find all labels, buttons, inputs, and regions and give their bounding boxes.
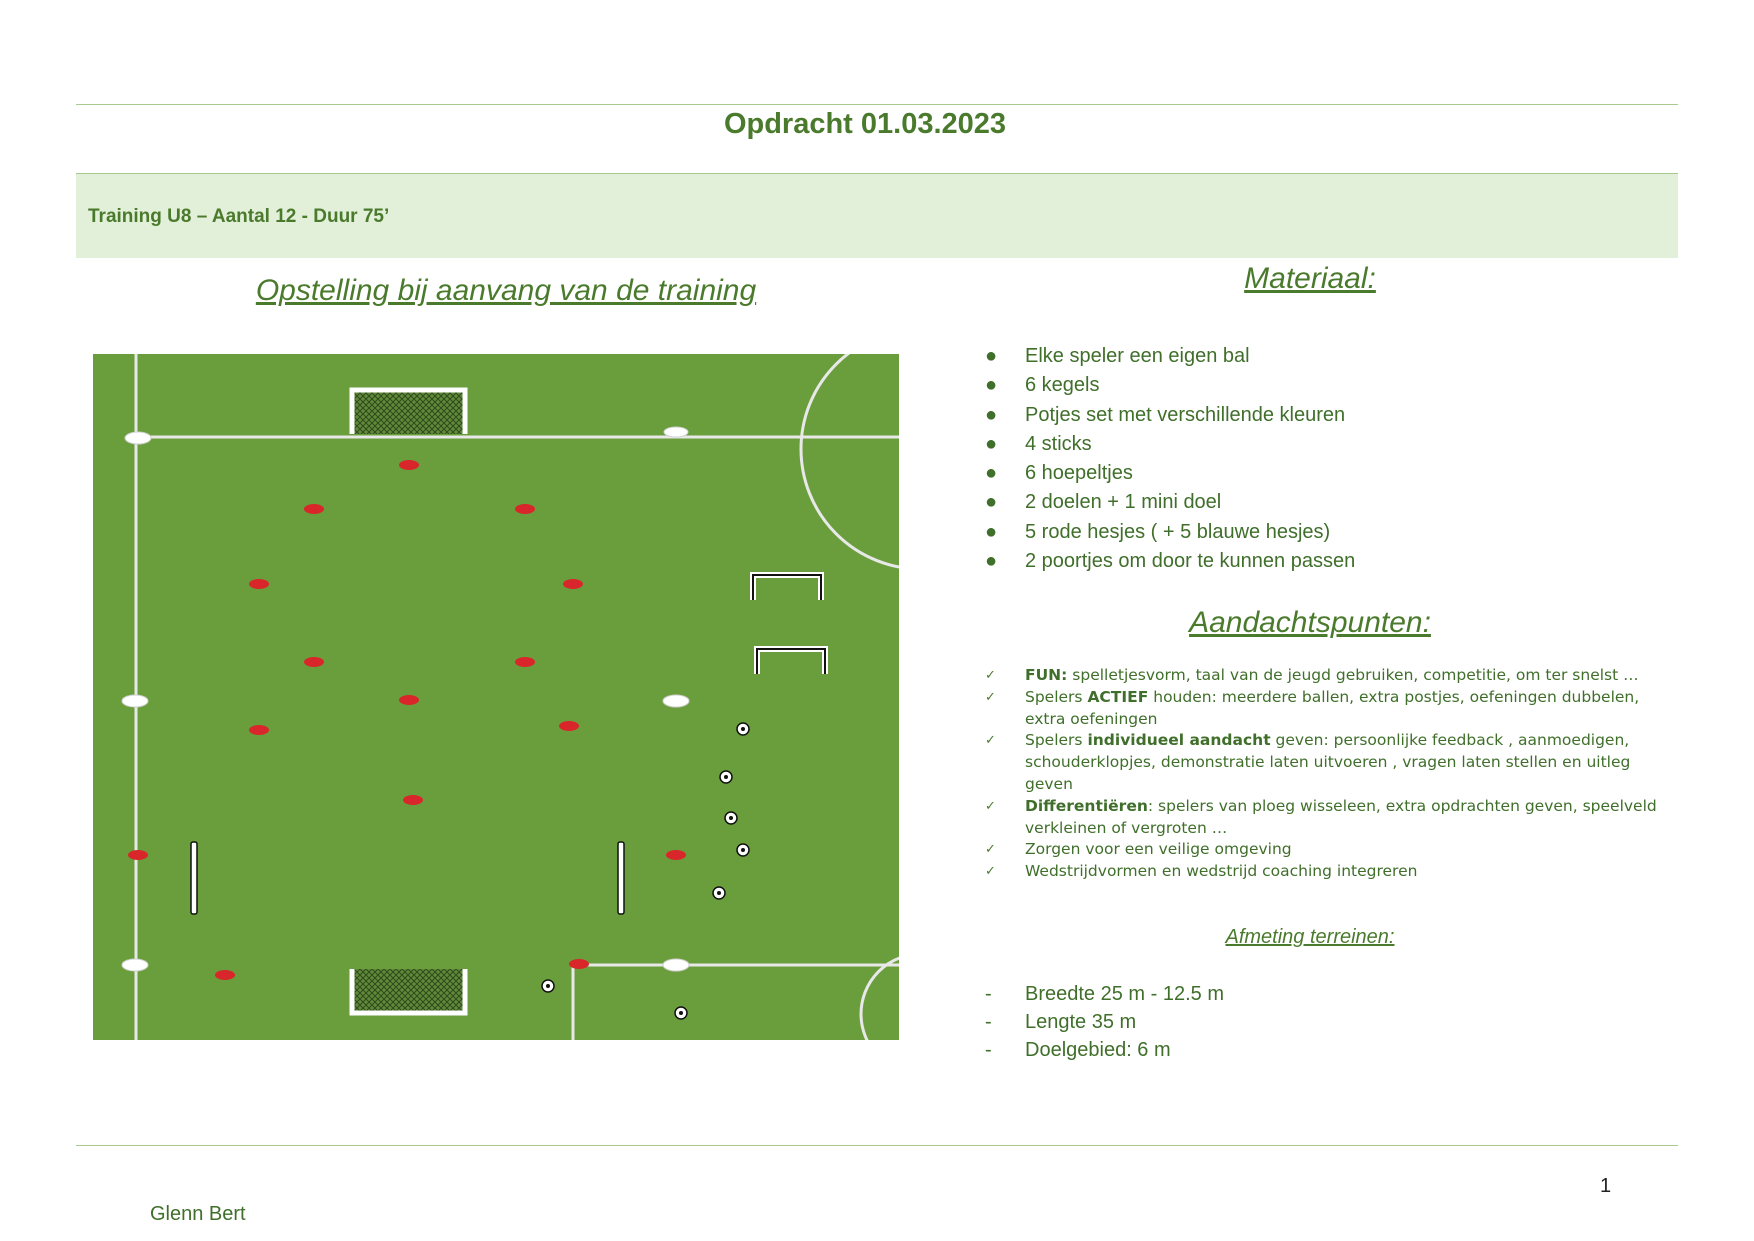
list-item: ● 6 kegels [985,371,1355,400]
top-goal [352,390,465,434]
grass [93,354,899,1040]
stick-left [191,842,197,914]
check-icon: ✓ [985,689,996,705]
list-item: ● 2 poortjes om door te kunnen passen [985,547,1355,576]
check-icon: ✓ [985,668,996,683]
list-item: - Doelgebied: 6 m [985,1036,1224,1064]
list-item: ✓ Wedstrijdvormen en wedstrijd coaching integreren [985,861,1665,883]
dimensions-heading: Afmeting terreinen: [1225,926,1395,948]
subtitle-band [76,174,1678,258]
dash-icon: - [985,1011,992,1033]
bullet-icon: ● [985,374,998,397]
list-item: ● 5 rode hesjes ( + 5 blauwe hesjes) [985,518,1355,547]
setup-heading: Opstelling bij aanvang van de training [255,274,757,307]
footer-rule [76,1145,1678,1146]
dimensions-list [985,980,1224,1064]
check-icon: ✓ [985,842,996,858]
dash-icon: - [985,1039,992,1061]
check-icon: ✓ [985,798,996,814]
bullet-icon: ● [985,403,998,426]
check-icon: ✓ [985,733,996,749]
list-item: ● 2 doelen + 1 mini doel [985,488,1355,517]
list-item: - Breedte 25 m - 12.5 m [985,980,1224,1008]
list-item: ✓ Zorgen voor een veilige omgeving [985,839,1665,861]
list-item: ✓ Differentiëren: spelers van ploeg wisseleen, extra opdrachten geven, speelveld verkleinen of vergroten … [985,796,1657,837]
author-name: Glenn Bert [150,1203,246,1225]
bottom-goal [352,969,465,1013]
dash-icon: - [985,983,992,1005]
page-number: 1 [1600,1175,1612,1197]
list-item: ● Elke speler een eigen bal [985,342,1355,371]
list-item: ● 4 sticks [985,430,1355,459]
check-icon: ✓ [985,864,996,880]
bullet-icon: ● [985,462,998,485]
bullet-icon: ● [985,550,998,573]
list-item: - Lengte 35 m [985,1008,1224,1036]
bullet-icon: ● [985,520,998,543]
page-title: Opdracht 01.03.2023 [723,108,1007,140]
list-item: ✓ FUN: spelletjesvorm, taal van de jeugd gebruiken, competitie, om ter snelst … [985,665,1665,687]
training-field-diagram [93,354,899,1040]
top-rule [76,104,1678,105]
stick-right [618,842,624,914]
material-heading: Materiaal: [1244,262,1376,295]
attention-heading: Aandachtspunten: [1189,606,1431,639]
list-item: ● 6 hoepeltjes [985,459,1355,488]
bullet-icon: ● [985,432,998,455]
attention-list [985,665,1665,883]
subtitle: Training U8 – Aantal 12 - Duur 75’ [88,206,390,227]
material-list [985,342,1355,576]
list-item: ✓ Spelers ACTIEF houden: meerdere ballen, extra postjes, oefeningen dubbelen, extra oefeningen [985,687,1640,728]
bullet-icon: ● [985,345,998,367]
list-item: ● Potjes set met verschillende kleuren [985,401,1355,430]
list-item: ✓ Spelers individueel aandacht geven: persoonlijke feedback , aanmoedigen, schouderklopjes, demonstratie laten uitvoeren , vragen laten stellen en uitleg geven [985,731,1631,793]
bullet-icon: ● [985,491,998,514]
